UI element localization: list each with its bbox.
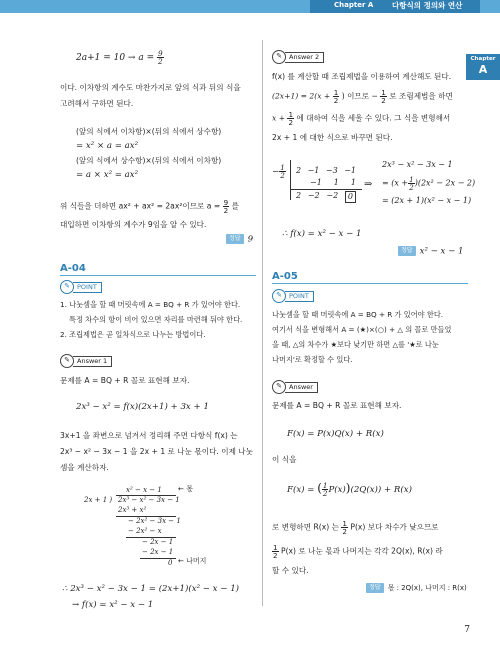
- paragraph-line: [60, 199, 239, 214]
- frac-den: 2: [280, 171, 285, 181]
- paragraph-line: [272, 89, 453, 104]
- math-line: 2x³ − x² = f(x)(2x+1) + 3x + 1: [76, 402, 209, 412]
- lightbulb-icon: ✎: [60, 280, 74, 294]
- paragraph-line: 이 식을: [272, 455, 297, 464]
- side-tab-label: Chapter: [470, 56, 496, 62]
- frac-num: 9: [157, 49, 163, 58]
- r1-text: 에 대하여 식을 세울 수 있다. 그 식을 변형해서: [296, 113, 451, 123]
- quotient-marker: ← 몫: [178, 485, 193, 493]
- math-line: = x² × a = ax²: [76, 141, 139, 151]
- syn-cell: 0: [345, 191, 356, 203]
- frac-den: 2: [157, 57, 163, 67]
- half-frac: [279, 164, 286, 179]
- p2-frac: [223, 199, 230, 214]
- r1-text: ) 이므로 −: [341, 91, 378, 101]
- math-line: = a × x² = ax²: [76, 170, 139, 180]
- paragraph-line: 문제를 A = BQ + R 꼴로 표현해 보자.: [60, 376, 190, 385]
- answer1-label: Answer 1: [73, 356, 112, 367]
- syn-cell: 1: [333, 178, 339, 187]
- syn-cell: −1: [344, 166, 356, 175]
- half-frac: [333, 89, 340, 104]
- ra-text: P(x) 로 나눈 몫과 나머지는 각각 2Q(x), R(x) 라: [281, 546, 443, 556]
- answer1-badge: [60, 354, 112, 368]
- answer-tag: 정답: [398, 246, 416, 256]
- frac-num: 9: [223, 198, 229, 207]
- syn-eq: [382, 176, 475, 191]
- frac-den: 2: [333, 96, 339, 106]
- answer2-label: Answer 2: [285, 52, 324, 63]
- division-row: − 2x² − x: [128, 527, 162, 535]
- point-line: 특정 차수의 항이 비어 있으면 자리를 마련해 둬야 한다.: [69, 315, 243, 324]
- point-badge: [272, 289, 314, 303]
- eq-top-frac: [157, 50, 164, 65]
- answer-value: 9: [247, 234, 254, 245]
- page-number: 7: [464, 625, 470, 636]
- paragraph-line: [272, 111, 450, 126]
- pencil-icon: ✎: [272, 50, 286, 64]
- division-row: − 2x − 1: [142, 538, 174, 546]
- paragraph-line: 할 수 있다.: [272, 566, 309, 575]
- section-title: A-04: [60, 263, 86, 274]
- conclusion-line: ∴ 2x³ − x² − 3x − 1 = (2x+1)(x² − x − 1): [62, 584, 240, 594]
- ra-eq-part: F(x) =: [287, 485, 315, 495]
- header-chapter-label: Chapter A: [334, 1, 374, 9]
- division-row: − 2x² − 3x − 1: [128, 517, 181, 525]
- point-line: 여기서 식을 변형해서 A = (★)×(○) + △ 의 꼴로 만들었: [272, 325, 452, 334]
- syn-cell: −2: [307, 191, 320, 200]
- frac-num: 1: [381, 88, 386, 97]
- frac-den: 2: [342, 527, 347, 537]
- section-rule: [60, 275, 256, 276]
- remainder-marker: ← 나머지: [178, 557, 207, 565]
- half-frac: [408, 176, 415, 191]
- r1-text: 로 조립제법을 하면: [389, 91, 453, 101]
- point-line: 나눗셈을 할 때 머릿속에 A = BQ + R 가 있어야 한다.: [272, 310, 444, 319]
- point-label: POINT: [285, 291, 314, 302]
- conclusion-line: → f(x) = x² − x − 1: [72, 600, 154, 610]
- eq-top-text: 2a+1 = 10 → a =: [76, 53, 155, 64]
- math-line: (앞의 식에서 상수항)×(뒤의 식에서 이차항): [76, 156, 222, 165]
- answer-value: 몫 : 2Q(x), 나머지 : R(x): [387, 584, 467, 592]
- division-row: 2x³ + x²: [118, 506, 147, 514]
- section-rule: [272, 283, 468, 284]
- frac-den: 2: [381, 96, 386, 106]
- paragraph-line: 셈을 계산하자.: [60, 463, 109, 472]
- half-frac: [380, 89, 387, 104]
- eq-top: [76, 50, 164, 65]
- syn-arrow: ⇒: [364, 179, 373, 190]
- syn-cell: 2: [296, 191, 302, 200]
- side-chapter-tab: [466, 54, 500, 80]
- syn-cell: −1: [310, 178, 322, 187]
- frac-num: 1: [342, 519, 347, 528]
- math-line: F(x) = P(x)Q(x) + R(x): [287, 429, 384, 439]
- frac-den: 2: [409, 183, 414, 193]
- frac-num: 1: [280, 163, 285, 172]
- point-line: 2. 조립제법은 곧 일차식으로 나누는 방법이다.: [60, 330, 206, 339]
- syn-cell: −1: [307, 166, 320, 175]
- paragraph-line: 대입하면 이차항의 계수가 9임을 알 수 있다.: [60, 220, 207, 229]
- syn-cell: 1: [350, 178, 356, 187]
- point-line: 나머지'로 확정할 수 있다.: [272, 355, 353, 364]
- frac-den: 2: [288, 118, 294, 128]
- paragraph-line: 문제를 A = BQ + R 꼴로 표현해 보자.: [272, 401, 402, 410]
- header-title: 다항식의 정의와 연산: [392, 1, 463, 10]
- syn-root-sign: −: [272, 167, 280, 178]
- syn-cell: −2: [326, 191, 339, 200]
- answer-tag: 정답: [226, 234, 244, 244]
- column-divider: [262, 40, 263, 606]
- paragraph-line: 2x³ − x² − 3x − 1 을 2x + 1 로 나눈 몫이다. 이제 나눗: [60, 447, 253, 456]
- frac-den: 2: [322, 489, 328, 498]
- syn-root: [272, 164, 286, 179]
- syn-row: [296, 191, 356, 203]
- pencil-icon: ✎: [272, 380, 286, 394]
- syn-eq: = (2x + 1)(x² − x − 1): [382, 196, 472, 205]
- division-remainder: 0: [168, 559, 173, 567]
- division-dividend: 2x³ − x² − 3x − 1: [118, 496, 180, 504]
- half-frac: [287, 111, 294, 126]
- syn-rule: [290, 189, 362, 190]
- answer-line: [398, 246, 464, 258]
- frac-num: 1: [273, 543, 278, 552]
- conclusion-line: ∴ f(x) = x² − x − 1: [282, 229, 362, 239]
- frac-num: 1: [409, 175, 414, 184]
- answer2-badge: [272, 50, 324, 64]
- half-frac: [272, 544, 279, 559]
- r1-text: (2x+1) = 2(x +: [272, 91, 331, 101]
- syn-eq-part: = (x +: [382, 178, 409, 188]
- r1-text: x +: [272, 113, 286, 123]
- frac-num: 1: [333, 88, 339, 97]
- point-line: 을 때, △의 차수가 ★보다 낮기만 하면 △를 '★로 나눈: [272, 340, 439, 349]
- division-quotient: x² − x − 1: [126, 486, 162, 494]
- syn-vertical-rule: [290, 160, 291, 200]
- side-tab-letter: A: [478, 63, 488, 77]
- paragraph-line: 고려해서 구하면 된다.: [60, 99, 134, 108]
- paragraph-line: 3x+1 을 좌변으로 넘겨서 정리해 주면 다항식 f(x) 는: [60, 431, 238, 440]
- paragraph-line: [272, 544, 443, 559]
- paragraph-line: 이다. 이차항의 계수도 마찬가지로 앞의 식과 뒤의 식을: [60, 83, 241, 92]
- point-line: 1. 나눗셈을 할 때 머릿속에 A = BQ + R 가 있어야 한다.: [60, 300, 241, 309]
- syn-row: [310, 178, 356, 188]
- division-row: − 2x − 1: [142, 548, 174, 556]
- p2-text-end: 를: [231, 201, 239, 211]
- answer-badge: [272, 380, 318, 394]
- pencil-icon: ✎: [60, 354, 74, 368]
- ra-text: 로 변형하면 R(x) 는: [272, 522, 339, 532]
- syn-cell: −3: [325, 166, 338, 175]
- paragraph-line: f(x) 를 계산할 때 조립제법을 이용하여 계산해도 된다.: [272, 72, 452, 81]
- ra-eq-part: P(x): [328, 485, 346, 495]
- half-frac: [341, 520, 348, 535]
- division-divisor: 2x + 1 ): [84, 496, 113, 504]
- answer-line: [366, 583, 467, 593]
- paragraph-line: [272, 520, 439, 535]
- answer-line: [226, 234, 253, 246]
- math-line: F(x) = ( $\frac{1}{2}$ P(x))(2Q(x)) + R(x): [287, 480, 412, 498]
- syn-row: [296, 166, 356, 176]
- syn-eq-part: )(2x² − 2x − 2): [414, 178, 476, 188]
- frac-num: 1: [322, 480, 328, 490]
- syn-eq: 2x³ − x² − 3x − 1: [382, 160, 453, 169]
- paragraph-line: 2x + 1 에 대한 식으로 바꾸면 된다.: [272, 133, 393, 142]
- answer-value: x² − x − 1: [419, 246, 464, 257]
- math-line: (앞의 식에서 이차항)×(뒤의 식에서 상수항): [76, 127, 222, 136]
- syn-cell: 2: [296, 166, 302, 175]
- frac-den: 2: [223, 206, 229, 216]
- lightbulb-icon: ✎: [272, 289, 286, 303]
- p2-text: 위 식들을 더하면 ax² + ax² = 2ax²이므로 a =: [60, 201, 221, 211]
- frac-den: 2: [273, 551, 278, 561]
- point-label: POINT: [73, 282, 102, 293]
- ra-eq-part: (2Q(x)) + R(x): [350, 485, 412, 495]
- frac-num: 1: [288, 110, 294, 119]
- section-title: A-05: [272, 271, 298, 282]
- point-badge: [60, 280, 102, 294]
- ra-text: P(x) 보다 차수가 낮으므로: [350, 522, 439, 532]
- answer-tag: 정답: [366, 583, 384, 593]
- answer-label: Answer: [285, 382, 318, 393]
